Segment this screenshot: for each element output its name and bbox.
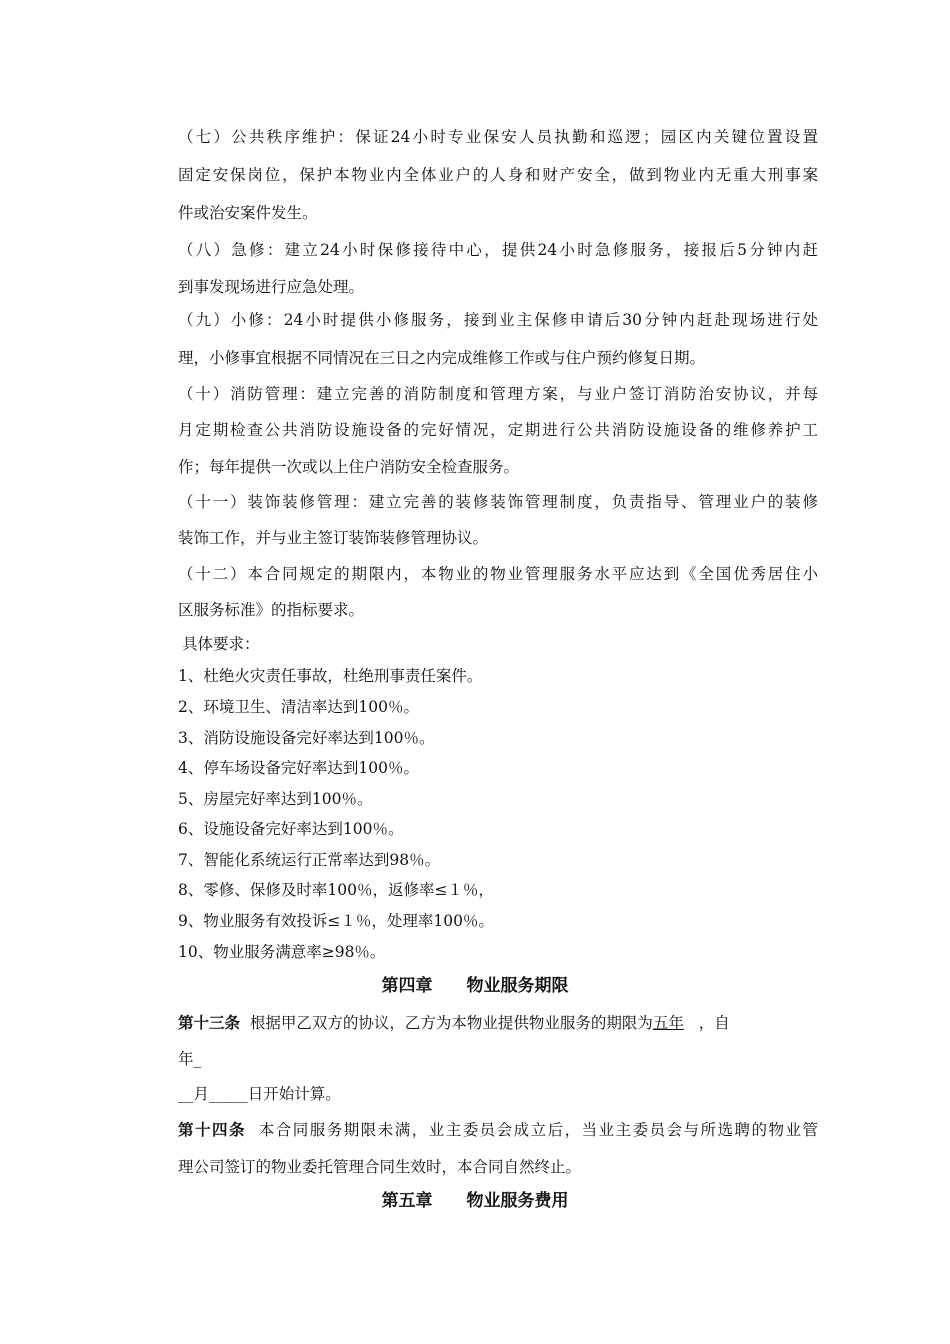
paragraph-line: 装饰工作，并与业主签订装饰装修管理协议。 bbox=[178, 529, 489, 547]
paragraph-line: （十一）装饰装修管理：建立完善的装修装饰管理制度，负责指导、管理业户的装修 bbox=[178, 493, 818, 511]
article-13-line-3 bbox=[178, 1084, 818, 1104]
requirements-heading: 具体要求： bbox=[182, 635, 260, 653]
article-text: ，自 bbox=[698, 1014, 730, 1032]
requirement-item: 10、物业服务满意率≥98％。 bbox=[178, 943, 386, 961]
paragraph-line: （八）急修：建立24小时保修接待中心，提供24小时急修服务，接报后5分钟内赶 bbox=[178, 241, 818, 259]
article-13-line-1 bbox=[178, 1013, 818, 1033]
requirement-item: 2、环境卫生、清洁率达到100％。 bbox=[178, 698, 419, 716]
chapter-number: 第四章 bbox=[381, 976, 433, 996]
month-blank: __月 bbox=[178, 1085, 210, 1103]
paragraph-line: 月定期检查公共消防设施设备的完好情况，定期进行公共消防设施设备的维修养护工 bbox=[178, 421, 818, 439]
paragraph-line: 件或治安案件发生。 bbox=[178, 204, 318, 222]
paragraph-line: 区服务标准》的指标要求。 bbox=[178, 601, 365, 619]
requirement-item: 8、零修、保修及时率100％，返修率≤１％， bbox=[178, 881, 494, 899]
paragraph-line: （十二）本合同规定的期限内，本物业的物业管理服务水平应达到《全国优秀居住小 bbox=[178, 565, 818, 583]
requirement-item: 5、房屋完好率达到100％。 bbox=[178, 790, 373, 808]
requirement-item: 3、消防设施设备完好率达到100％。 bbox=[178, 729, 435, 747]
day-blank: _____ bbox=[209, 1085, 248, 1103]
chapter-heading bbox=[0, 1190, 950, 1212]
article-label: 第十四条 bbox=[178, 1120, 246, 1139]
paragraph-line: （七）公共秩序维护：保证24小时专业保安人员执勤和巡逻；园区内关键位置设置 bbox=[178, 128, 818, 146]
article-13-line-2: 年_ bbox=[178, 1050, 202, 1068]
article-14-line-1 bbox=[178, 1120, 818, 1140]
paragraph-line: 理，小修事宜根据不同情况在三日之内完成维修工作或与住户预约修复日期。 bbox=[178, 349, 706, 367]
requirement-item: 7、智能化系统运行正常率达到98％。 bbox=[178, 851, 441, 869]
term-years: 五年 bbox=[652, 1014, 684, 1032]
chapter-number: 第五章 bbox=[381, 1191, 433, 1211]
paragraph-line: （九）小修：24小时提供小修服务，接到业主保修申请后30分钟内赶赴现场进行处 bbox=[178, 311, 818, 329]
paragraph-line: （十）消防管理：建立完善的消防制度和管理方案，与业户签订消防治安协议，并每 bbox=[178, 385, 818, 403]
paragraph-line: 作；每年提供一次或以上住户消防安全检查服务。 bbox=[178, 458, 520, 476]
requirement-item: 9、物业服务有效投诉≤１％，处理率100％。 bbox=[178, 912, 494, 930]
requirement-item: 1、杜绝火灾责任事故，杜绝刑事责任案件。 bbox=[178, 667, 483, 685]
article-label: 第十三条 bbox=[178, 1013, 241, 1032]
article-14-line-2: 理公司签订的物业委托管理合同生效时，本合同自然终止。 bbox=[178, 1158, 582, 1176]
article-text: 本合同服务期限未满，业主委员会成立后，当业主委员会与所选聘的物业管 bbox=[258, 1121, 818, 1139]
article-text: 根据甲乙双方的协议，乙方为本物业提供物业服务的期限为 bbox=[249, 1014, 653, 1032]
paragraph-line: 到事发现场进行应急处理。 bbox=[178, 278, 365, 296]
requirement-item: 6、设施设备完好率达到100％。 bbox=[178, 820, 404, 838]
chapter-title: 物业服务费用 bbox=[466, 1191, 569, 1211]
requirement-item: 4、停车场设备完好率达到100％。 bbox=[178, 759, 419, 777]
article-text: 日开始计算。 bbox=[247, 1085, 341, 1103]
paragraph-line: 固定安保岗位，保护本物业内全体业户的人身和财产安全，做到物业内无重大刑事案 bbox=[178, 166, 818, 184]
chapter-heading bbox=[0, 975, 950, 997]
chapter-title: 物业服务期限 bbox=[466, 976, 569, 996]
